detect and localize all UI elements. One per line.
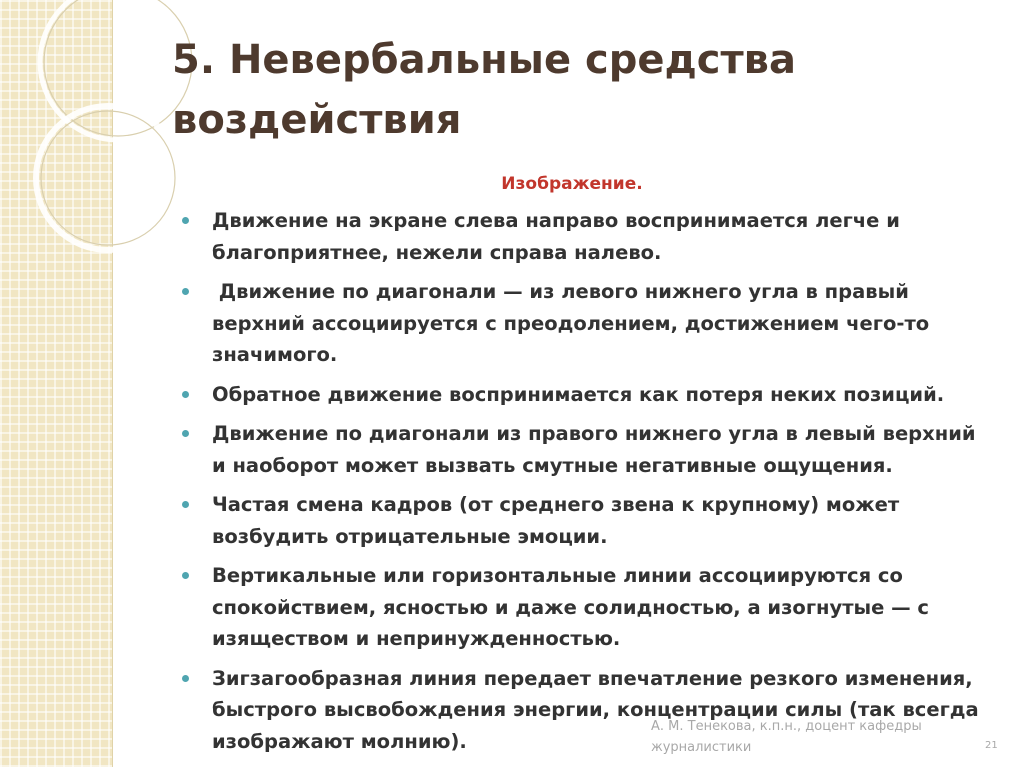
bullet-line: Обратное движение воспринимается как потеря неких позиций. — [212, 382, 945, 406]
footer-author — [651, 716, 951, 758]
bullet-line: значимого. — [212, 343, 338, 366]
footer-author-line: А. М. Тенекова, к.п.н., доцент кафедры — [651, 719, 922, 734]
bullet-item — [178, 560, 1008, 655]
bullet-item — [178, 489, 1008, 552]
bullet-list — [178, 205, 1008, 765]
bullet-dot-icon — [182, 391, 189, 398]
bullet-line: быстрого высвобождения энергии, концентрации силы (так всегда — [212, 698, 979, 721]
bullet-line: верхний ассоциируется с преодолением, достижением чего-то — [212, 311, 930, 335]
bullet-dot-icon — [182, 217, 189, 224]
bullet-dot-icon — [182, 572, 189, 579]
bullet-line: изяществом и непринужденностью. — [212, 627, 621, 650]
bullet-line: спокойствием, ясностью и даже солидностью, а изогнутые — с — [212, 595, 929, 619]
slide-title — [172, 30, 972, 150]
bullet-dot-icon — [182, 501, 189, 508]
bullet-item — [178, 276, 1008, 371]
page-number: 21 — [985, 740, 998, 751]
bullet-line: Движение на экране слева направо воспринимается легче и — [212, 209, 900, 232]
bullet-line: благоприятнее, нежели справа налево. — [212, 240, 662, 264]
bullet-line: Движение по диагонали из правого нижнего угла в левый верхний — [212, 422, 976, 445]
bullet-dot-icon — [182, 430, 189, 437]
bullet-item — [178, 205, 1008, 268]
bullet-line: Частая смена кадров (от среднего звена к крупному) может — [212, 493, 900, 516]
section-subheading: Изображение. — [501, 174, 643, 194]
bullet-line: возбудить отрицательные эмоции. — [212, 524, 608, 548]
bullet-line: Зигзагообразная линия передает впечатление резкого изменения, — [212, 666, 973, 690]
bullet-line: Движение по диагонали — из левого нижнего угла в правый — [212, 280, 909, 303]
bullet-line: изображают молнию). — [212, 729, 467, 753]
bullet-line: и наоборот может вызвать смутные негативные ощущения. — [212, 453, 893, 477]
bullet-dot-icon — [182, 675, 189, 682]
bullet-item — [178, 379, 1008, 411]
slide-title-line-2: воздействия — [172, 97, 462, 143]
bullet-line: Вертикальные или горизонтальные линии ассоциируются со — [212, 564, 903, 587]
bullet-item — [178, 418, 1008, 481]
footer-author-line: журналистики — [651, 740, 752, 755]
bullet-dot-icon — [182, 288, 189, 295]
slide-title-line-1: 5. Невербальные средства — [172, 37, 796, 83]
